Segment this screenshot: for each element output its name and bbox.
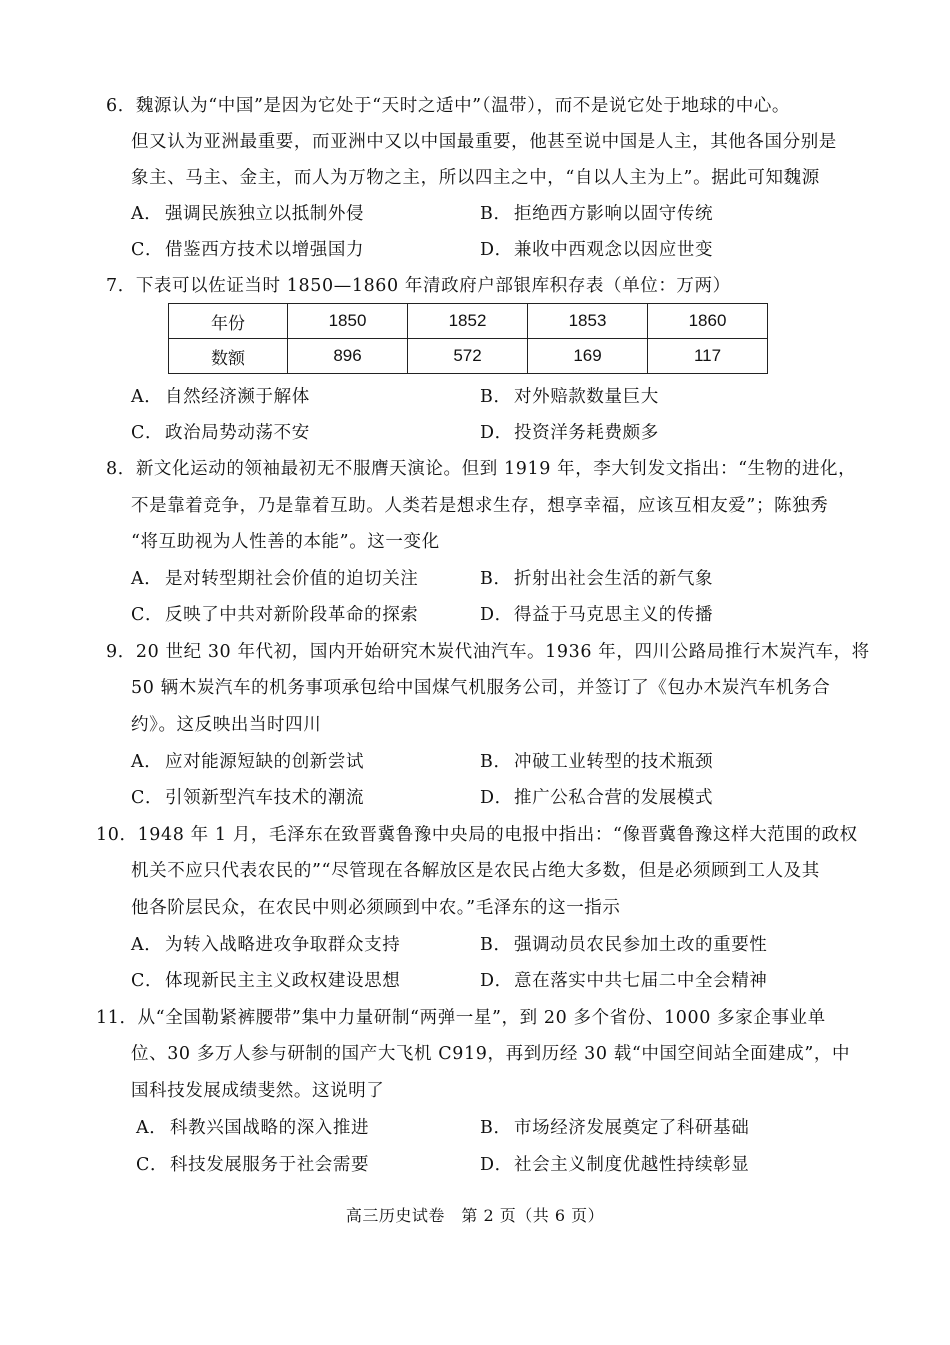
option-a[interactable]: A． 是对转型期社会价值的迫切关注 <box>131 569 419 589</box>
table-cell: 1853 <box>528 304 648 339</box>
option-b[interactable]: B． 拒绝西方影响以固守传统 <box>480 204 714 224</box>
option-d[interactable]: D．推广公私合营的发展模式 <box>480 788 714 808</box>
table-header-cell: 年份 <box>169 304 288 339</box>
table-cell: 1852 <box>408 304 528 339</box>
question-stem-line: 7．下表可以佐证当时 1850—1860 年清政府户部银库积存表（单位：万两） <box>106 276 731 296</box>
table-cell: 1850 <box>288 304 408 339</box>
option-d[interactable]: D．社会主义制度优越性持续彰显 <box>480 1155 750 1175</box>
option-c[interactable]: C． 反映了中共对新阶段革命的探索 <box>131 605 419 625</box>
option-b[interactable]: B． 市场经济发展奠定了科研基础 <box>480 1118 750 1138</box>
question-stem-line: 但又认为亚洲最重要，而亚洲中又以中国最重要，他甚至说中国是人主，其他各国分别是 <box>131 132 837 152</box>
option-c[interactable]: C． 借鉴西方技术以增强国力 <box>131 240 365 260</box>
table-cell: 117 <box>648 339 768 374</box>
question-stem-line: 他各阶层民众，在农民中则必须顾到中农。”毛泽东的这一指示 <box>131 898 621 918</box>
option-a[interactable]: A． 应对能源短缺的创新尝试 <box>131 752 365 772</box>
option-d[interactable]: D．投资洋务耗费颇多 <box>480 423 659 443</box>
option-a[interactable]: A． 科教兴国战略的深入推进 <box>136 1118 370 1138</box>
question-stem-line: 9．20 世纪 30 年代初，国内开始研究木炭代油汽车。1936 年，四川公路局推行木炭汽车，将 <box>106 642 870 662</box>
option-d[interactable]: D．得益于马克思主义的传播 <box>480 605 714 625</box>
option-a[interactable]: A． 自然经济濒于解体 <box>131 387 310 407</box>
option-b[interactable]: B． 冲破工业转型的技术瓶颈 <box>480 752 714 772</box>
table-cell: 169 <box>528 339 648 374</box>
silver-reserve-table <box>168 303 768 374</box>
question-stem-line: 机关不应只代表农民的”“尽管现在各解放区是农民占绝大多数，但是必须顾到工人及其 <box>131 861 820 881</box>
question-stem-line: 10．1948 年 1 月，毛泽东在致晋冀鲁豫中央局的电报中指出：“像晋冀鲁豫这样大范围的政权 <box>96 825 858 845</box>
option-c[interactable]: C． 体现新民主主义政权建设思想 <box>131 971 401 991</box>
option-c[interactable]: C． 引领新型汽车技术的潮流 <box>131 788 365 808</box>
question-stem-line: 不是靠着竞争，乃是靠着互助。人类若是想求生存，想享幸福，应该互相友爱”；陈独秀 <box>131 496 829 516</box>
option-d[interactable]: D．意在落实中共七届二中全会精神 <box>480 971 768 991</box>
question-stem-line: 位、30 多万人参与研制的国产大飞机 C919，再到历经 30 载“中国空间站全面建成”，中 <box>131 1044 851 1064</box>
question-stem-line: “将互助视为人性善的本能”。这一变化 <box>131 532 440 552</box>
page-footer: 高三历史试卷 第 2 页（共 6 页） <box>345 1206 605 1225</box>
option-b[interactable]: B． 强调动员农民参加土改的重要性 <box>480 935 768 955</box>
question-stem-line: 国科技发展成绩斐然。这说明了 <box>131 1081 385 1101</box>
option-a[interactable]: A． 为转入战略进攻争取群众支持 <box>131 935 401 955</box>
table-cell: 572 <box>408 339 528 374</box>
question-stem-line: 6．魏源认为“中国”是因为它处于“天时之适中”（温带），而不是说它处于地球的中心。 <box>106 96 791 116</box>
option-d[interactable]: D．兼收中西观念以因应世变 <box>480 240 714 260</box>
option-c[interactable]: C． 科技发展服务于社会需要 <box>136 1155 370 1175</box>
option-b[interactable]: B． 对外赔款数量巨大 <box>480 387 659 407</box>
table-header-cell: 数额 <box>169 339 288 374</box>
table-row-amount <box>169 339 768 374</box>
question-stem-line: 11．从“全国勒紧裤腰带”集中力量研制“两弹一星”，到 20 多个省份、1000 多家企事业单 <box>96 1008 826 1028</box>
question-stem-line: 50 辆木炭汽车的机务事项承包给中国煤气机服务公司，并签订了《包办木炭汽车机务合 <box>131 678 831 698</box>
question-stem-line: 约》。这反映出当时四川 <box>131 715 322 735</box>
table-cell: 1860 <box>648 304 768 339</box>
option-a[interactable]: A． 强调民族独立以抵制外侵 <box>131 204 365 224</box>
option-b[interactable]: B． 折射出社会生活的新气象 <box>480 569 714 589</box>
table-row-year <box>169 304 768 339</box>
table-cell: 896 <box>288 339 408 374</box>
option-c[interactable]: C． 政治局势动荡不安 <box>131 423 310 443</box>
question-stem-line: 象主、马主、金主，而人为万物之主，所以四主之中，“自以人主为上”。据此可知魏源 <box>131 168 820 188</box>
question-stem-line: 8．新文化运动的领袖最初无不服膺天演论。但到 1919 年，李大钊发文指出：“生物的进化， <box>106 459 857 479</box>
